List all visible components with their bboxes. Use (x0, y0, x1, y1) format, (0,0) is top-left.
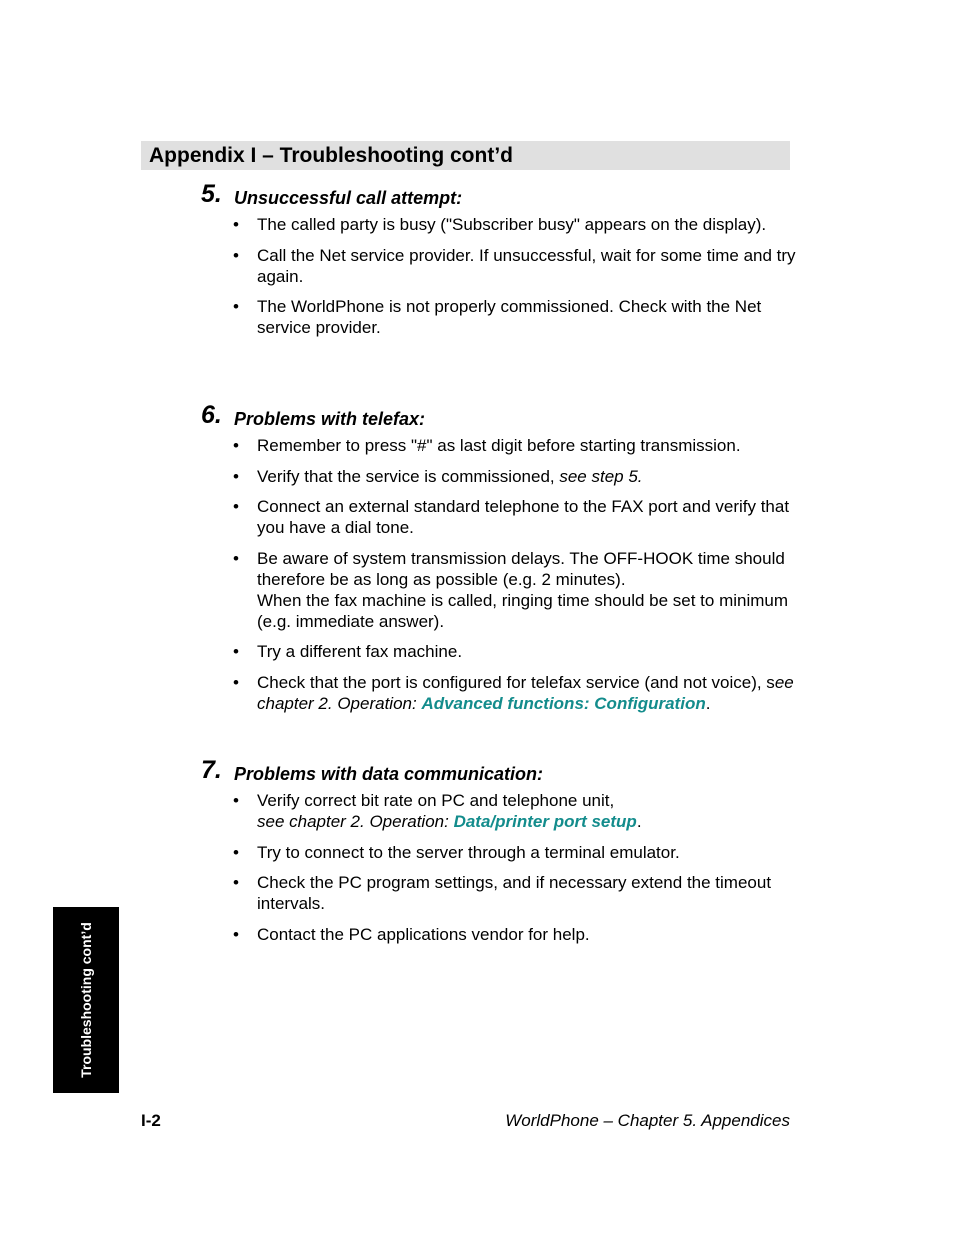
bullet-icon: • (233, 548, 239, 568)
item-text: Check the PC program settings, and if necessary extend the timeout intervals. (257, 873, 772, 913)
bullet-icon: • (233, 466, 239, 486)
bullet-list (201, 790, 801, 945)
bullet-icon: • (233, 245, 239, 265)
item-text: Verify correct bit rate on PC and telephone unit, (257, 791, 615, 810)
section-6 (201, 401, 801, 723)
bullet-list (201, 214, 801, 338)
list-item (201, 245, 801, 287)
list-item (201, 924, 801, 945)
item-text: Be aware of system transmission delays. The OFF-HOOK time should therefore be as long as possible (e.g. 2 minutes). (257, 548, 785, 589)
section-7 (201, 756, 801, 954)
bullet-icon: • (233, 642, 239, 661)
item-text: The called party is busy ("Subscriber busy" appears on the display). (257, 215, 767, 234)
bullet-icon: • (233, 873, 239, 892)
item-text: Try a different fax machine. (257, 642, 463, 661)
side-chapter-tab (53, 907, 119, 1093)
link-advanced-functions-configuration[interactable]: Advanced functions: Configuration (421, 693, 706, 713)
list-item (201, 496, 801, 538)
section-header-bar (141, 141, 790, 170)
item-text: Contact the PC applications vendor for help. (257, 924, 590, 944)
bullet-icon: • (233, 215, 239, 234)
section-number: 6. (201, 401, 222, 429)
section-number: 5. (201, 180, 222, 208)
section-title: Problems with telefax: (234, 409, 426, 429)
list-item (201, 435, 801, 456)
bullet-icon: • (233, 924, 239, 944)
page-title: Appendix I – Troubleshooting cont’d (149, 144, 513, 167)
item-text: Try to connect to the server through a terminal emulator. (257, 842, 680, 862)
section-5 (201, 180, 801, 348)
list-item (201, 842, 801, 863)
item-text: The WorldPhone is not properly commissioned. Check with the Net service provider. (257, 297, 762, 337)
bullet-icon: • (233, 297, 239, 316)
bullet-list (201, 435, 801, 714)
section-heading (201, 756, 801, 790)
bullet-icon: • (233, 791, 239, 810)
item-text-continued: When the fax machine is called, ringing time should be set to minimum (e.g. immediate answer). (257, 590, 789, 631)
section-heading (201, 180, 801, 214)
item-text: Connect an external standard telephone to the FAX port and verify that you have a dial tone. (257, 497, 790, 537)
item-text-end: . (636, 812, 642, 831)
item-text: Call the Net service provider. If unsuccessful, wait for some time and try again. (257, 245, 796, 286)
list-item (201, 466, 801, 487)
section-number: 7. (201, 756, 222, 784)
list-item (201, 214, 801, 235)
item-text: Check that the port is configured for telefax service (and not voice), s (257, 672, 775, 692)
bullet-icon: • (233, 842, 239, 862)
side-tab-label: Troubleshooting cont’d (78, 922, 94, 1078)
step-reference: see step 5. (559, 466, 643, 486)
bullet-icon: • (233, 497, 239, 516)
page-number: I-2 (141, 1111, 161, 1130)
list-item (201, 872, 801, 914)
bullet-icon: • (233, 672, 239, 692)
item-text: Remember to press "#" as last digit before starting transmission. (257, 436, 741, 455)
link-data-printer-port-setup[interactable]: Data/printer port setup (453, 812, 637, 831)
item-text-end: . (705, 693, 711, 713)
chapter-reference: ee chapter 2. Operation: (257, 672, 794, 713)
section-title: Problems with data communication: (234, 764, 544, 784)
list-item (201, 641, 801, 662)
item-text: Verify that the service is commissioned, (257, 466, 560, 486)
chapter-reference: see chapter 2. Operation: (257, 812, 454, 831)
list-item (201, 296, 801, 338)
list-item (201, 672, 801, 714)
list-item (201, 790, 801, 832)
section-title: Unsuccessful call attempt: (234, 188, 463, 208)
list-item (201, 548, 801, 632)
bullet-icon: • (233, 436, 239, 455)
footer-document-title: WorldPhone – Chapter 5. Appendices (505, 1111, 790, 1130)
section-heading (201, 401, 801, 435)
